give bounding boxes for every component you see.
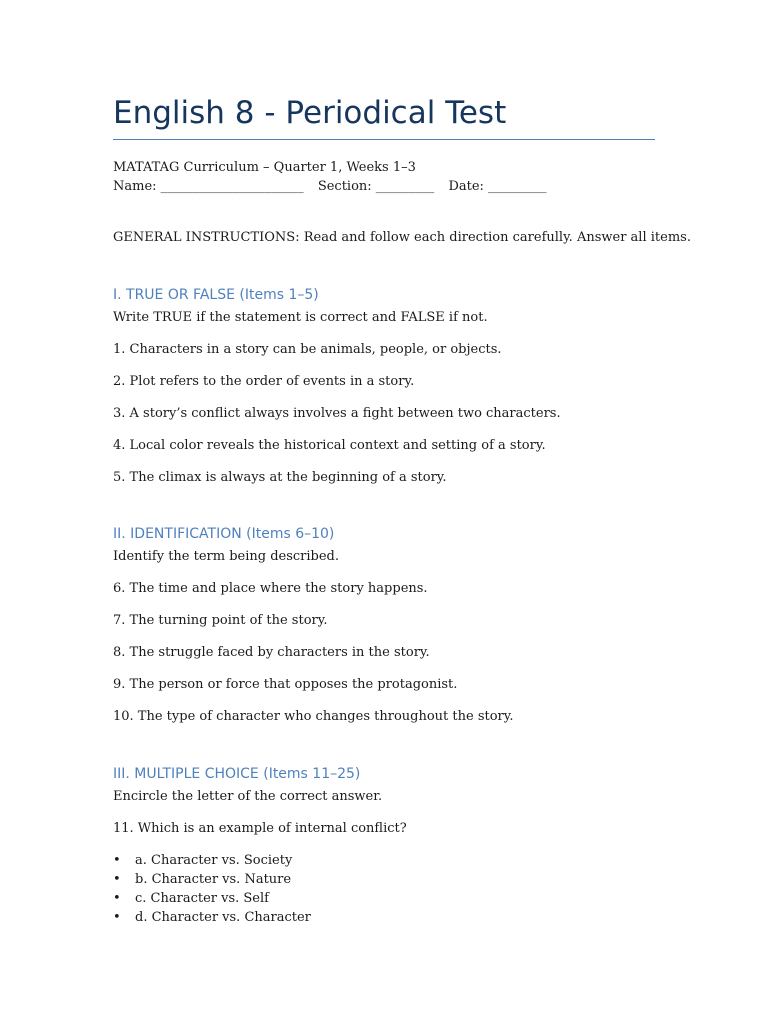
answer-option	[113, 909, 311, 927]
bullet-icon: •	[113, 872, 121, 887]
section-heading-true-or-false: I. TRUE OR FALSE (Items 1–5)	[113, 287, 319, 303]
option-label: c. Character vs. Self	[135, 891, 269, 906]
question-item: 4. Local color reveals the historical context and setting of a story.	[113, 438, 546, 453]
question-item: 3. A story’s conflict always involves a fight between two characters.	[113, 406, 561, 421]
question-item: 8. The struggle faced by characters in the story.	[113, 645, 430, 660]
question-item: 5. The climax is always at the beginning of a story.	[113, 470, 447, 485]
section-instruction: Encircle the letter of the correct answer.	[113, 789, 383, 804]
option-label: a. Character vs. Society	[135, 853, 293, 868]
general-instructions: GENERAL INSTRUCTIONS: Read and follow each direction carefully. Answer all items.	[113, 230, 691, 245]
student-info-row	[113, 178, 547, 196]
section-field: Section: _________	[317, 179, 435, 194]
answer-option	[113, 852, 292, 870]
section-heading-multiple-choice: III. MULTIPLE CHOICE (Items 11–25)	[113, 766, 361, 782]
section-heading-identification: II. IDENTIFICATION (Items 6–10)	[113, 526, 335, 542]
question-item: 6. The time and place where the story happens.	[113, 581, 428, 596]
question-item: 2. Plot refers to the order of events in a story.	[113, 374, 415, 389]
section-instruction: Identify the term being described.	[113, 549, 340, 564]
curriculum-subtitle: MATATAG Curriculum – Quarter 1, Weeks 1–3	[113, 160, 416, 175]
bullet-icon: •	[113, 891, 121, 906]
answer-option	[113, 890, 269, 908]
question-item: 1. Characters in a story can be animals, people, or objects.	[113, 342, 502, 357]
title-underline	[113, 139, 655, 140]
option-label: d. Character vs. Character	[135, 910, 311, 925]
question-item: 7. The turning point of the story.	[113, 613, 328, 628]
question-item: 10. The type of character who changes throughout the story.	[113, 709, 514, 724]
answer-option	[113, 871, 291, 889]
option-label: b. Character vs. Nature	[135, 872, 292, 887]
name-field: Name: ______________________	[113, 179, 304, 194]
document-title: English 8 - Periodical Test	[113, 95, 507, 131]
question-item: 11. Which is an example of internal conflict?	[113, 821, 407, 836]
bullet-icon: •	[113, 910, 121, 925]
bullet-icon: •	[113, 853, 121, 868]
question-item: 9. The person or force that opposes the protagonist.	[113, 677, 458, 692]
date-field: Date: _________	[448, 179, 547, 194]
section-instruction: Write TRUE if the statement is correct and FALSE if not.	[113, 310, 488, 325]
